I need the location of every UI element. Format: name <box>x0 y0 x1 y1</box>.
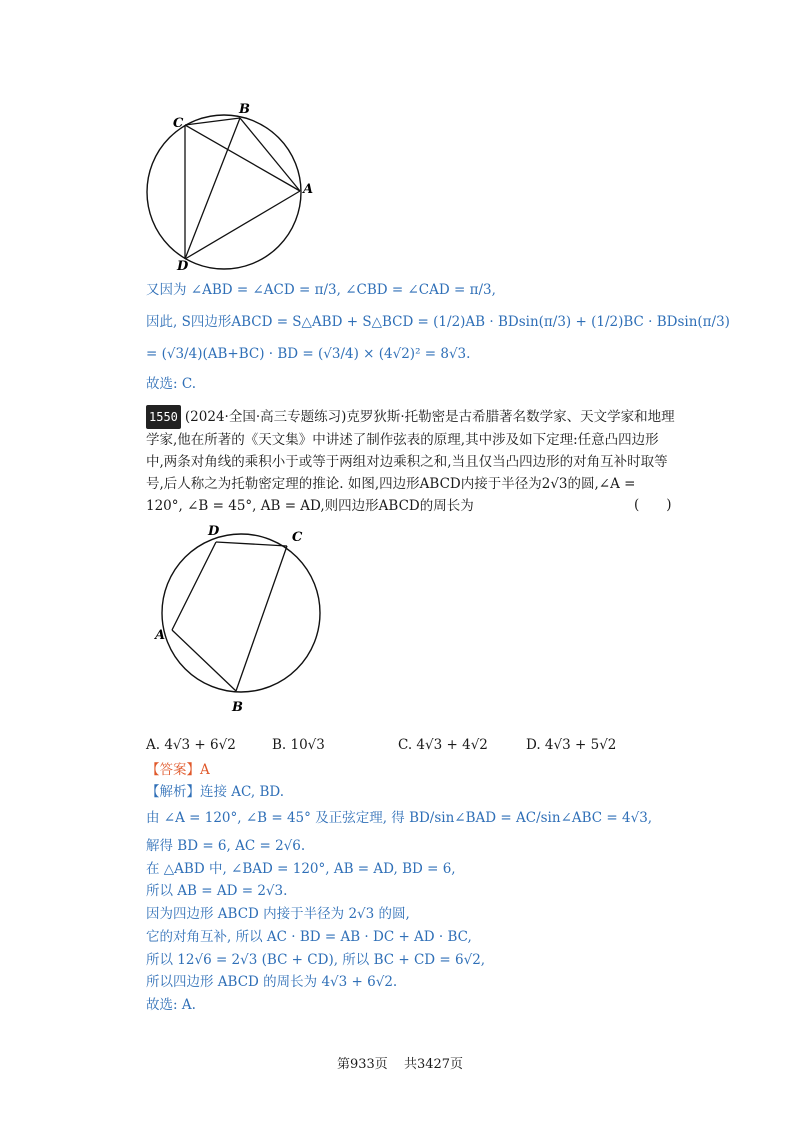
circumcircle <box>147 115 301 269</box>
page-footer <box>0 1053 800 1072</box>
solution-line-1: 又因为 ∠ABD = ∠ACD = π/3, ∠CBD = ∠CAD = π/3, <box>146 282 496 298</box>
segment-cb <box>236 546 287 691</box>
choice-a[interactable]: A. 4√3 + 6√2 <box>146 737 236 753</box>
analysis-tag: 【解析】 <box>146 784 200 800</box>
solution-line-3: = (√3/4)(AB+BC) · BD = (√3/4) × (4√2)² = 8√3. <box>146 346 471 362</box>
analysis-line-4: 在 △ABD 中, ∠BAD = 120°, AB = AD, BD = 6, <box>146 861 456 877</box>
answer-value: A <box>200 762 210 778</box>
analysis-text-1: 连接 AC, BD. <box>200 784 285 800</box>
label-c: C <box>173 116 184 131</box>
label-a: A <box>303 182 314 197</box>
figure-1-circle-quadrilateral <box>140 96 320 276</box>
solution-line-2: 因此, S四边形ABCD = S△ABD + S△BCD = (1/2)AB · BDsin(π/3) + (1/2)BC · BDsin(π/3) <box>146 314 730 330</box>
question-block <box>146 405 676 517</box>
answer-bracket: ( ) <box>634 497 672 513</box>
analysis-line-5: 所以 AB = AD = 2√3. <box>146 883 288 899</box>
solution-line-4: 故选: C. <box>146 376 196 392</box>
diagonal-ca <box>185 125 300 191</box>
segment-da <box>172 542 216 630</box>
analysis-line-6: 因为四边形 ABCD 内接于半径为 2√3 的圆, <box>146 906 410 922</box>
choice-c[interactable]: C. 4√3 + 4√2 <box>398 737 488 753</box>
total-pages: 共3427页 <box>403 1057 464 1072</box>
choice-d[interactable]: D. 4√3 + 5√2 <box>526 737 617 753</box>
answer-tag: 【答案】 <box>146 762 200 778</box>
label-b: B <box>239 102 250 117</box>
answer-line <box>146 760 210 780</box>
question-number: 1550 <box>146 405 181 429</box>
analysis-line-1 <box>146 782 284 802</box>
analysis-line-9: 所以四边形 ABCD 的周长为 4√3 + 6√2. <box>146 974 398 990</box>
label-d: D <box>208 524 220 539</box>
page-number: 第933页 <box>336 1057 388 1072</box>
figure-2-circle-quadrilateral <box>150 520 330 720</box>
analysis-line-2: 由 ∠A = 120°, ∠B = 45° 及正弦定理, 得 BD/sin∠BAD = AC/sin∠ABC = 4√3, <box>146 810 653 826</box>
segment-ab <box>172 630 236 691</box>
analysis-line-10: 故选: A. <box>146 997 196 1013</box>
analysis-line-3: 解得 BD = 6, AC = 2√6. <box>146 838 306 854</box>
label-b: B <box>232 700 243 715</box>
analysis-line-8: 所以 12√6 = 2√3 (BC + CD), 所以 BC + CD = 6√2, <box>146 952 486 968</box>
label-d: D <box>177 259 189 274</box>
circumcircle <box>162 534 320 692</box>
analysis-line-7: 它的对角互补, 所以 AC · BD = AB · DC + AD · BC, <box>146 929 472 945</box>
segment-ad <box>185 191 300 259</box>
diagonal-bd <box>185 118 240 259</box>
label-c: C <box>292 530 303 545</box>
choice-b[interactable]: B. 10√3 <box>272 737 325 753</box>
question-text: (2024·全国·高三专题练习)克罗狄斯·托勒密是古希腊著名数学家、天文学家和地理学家,他在所著的《天文集》中讲述了制作弦表的原理,其中涉及如下定理:任意凸四边形中,两条对角线的乘积小于或等于两组对边乘积之和,当且仅当凸四边形的对角互补时取等号,后人称之为托勒密定理的推论. 如图,四边形ABCD内接于半径为2√3的圆,∠A = 120°, ∠B = 45°, AB = AD,则四边形ABCD的周长为 <box>146 409 675 514</box>
label-a: A <box>155 628 166 643</box>
